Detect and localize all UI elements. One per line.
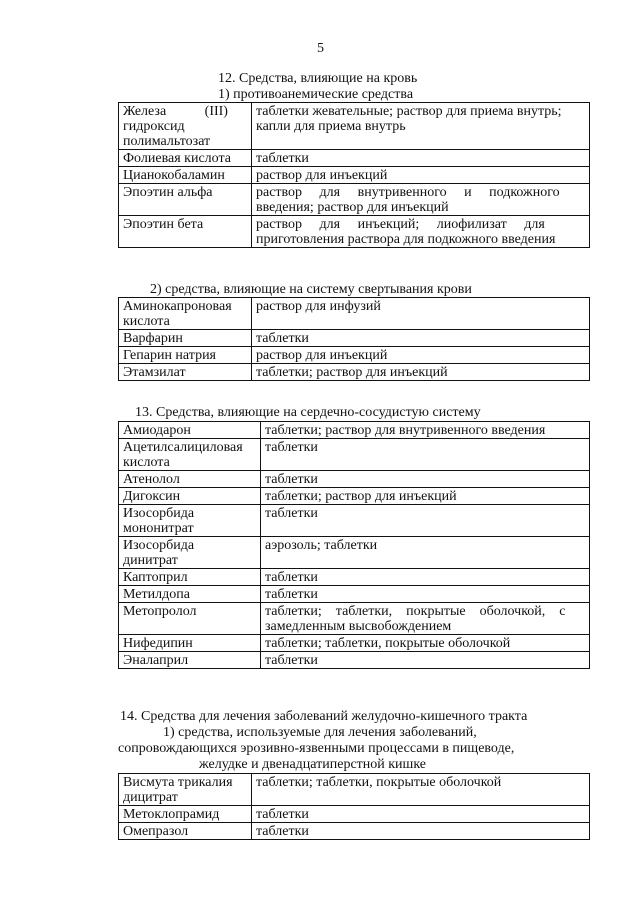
dosage-form-line: таблетки: [256, 824, 309, 839]
drug-name-cell: [119, 806, 252, 823]
table-row: [119, 330, 590, 347]
drug-name-line: кислота: [123, 455, 170, 470]
dosage-form-cell: [261, 422, 590, 439]
table-row: [119, 439, 590, 471]
drug-name-cell: [119, 586, 261, 603]
dosage-form-line: таблетки; таблетки, покрытые оболочкой, с: [265, 604, 566, 619]
dosage-form-line: введения; раствор для инъекций: [256, 200, 449, 215]
dosage-form-cell: [252, 184, 590, 216]
section-12-subtitle-2: 2) средства, влияющие на систему свертывания крови: [150, 282, 472, 297]
drug-name-cell: [119, 216, 252, 248]
drug-name-line: Фолиевая кислота: [123, 151, 231, 166]
drug-name-cell: [119, 330, 252, 347]
table-row: [119, 603, 590, 635]
dosage-form-line: раствор для инъекций: [256, 348, 388, 363]
drug-name-line: Ацетилсалициловая: [123, 440, 243, 455]
dosage-form-cell: [261, 569, 590, 586]
drug-name-line: мононитрат: [123, 521, 194, 536]
drug-name-line: гидроксид: [123, 119, 185, 134]
drug-name-line: Эпоэтин бета: [123, 217, 204, 232]
dosage-form-cell: [261, 652, 590, 669]
dosage-form-cell: [261, 586, 590, 603]
table-row: [119, 216, 590, 248]
dosage-form-line: замедленным высвобождением: [265, 619, 452, 634]
drug-name-line: Омепразол: [123, 824, 189, 839]
dosage-form-line: таблетки; таблетки, покрытые оболочкой: [265, 636, 511, 651]
dosage-form-cell: [252, 216, 590, 248]
table-row: [119, 652, 590, 669]
drug-name-line: Метопролол: [123, 604, 197, 619]
table-row: [119, 586, 590, 603]
drug-name-line: Амиодарон: [123, 423, 191, 438]
dosage-form-line: таблетки; таблетки, покрытые оболочкой: [256, 775, 502, 790]
dosage-form-line: капли для приема внутрь: [256, 119, 406, 134]
dosage-form-cell: [261, 635, 590, 652]
dosage-form-cell: [261, 439, 590, 471]
drug-name-line: полимальтозат: [123, 134, 211, 149]
drug-name-line: динитрат: [123, 553, 178, 568]
table-row: [119, 422, 590, 439]
dosage-form-cell: [261, 505, 590, 537]
dosage-form-cell: [252, 103, 590, 150]
drug-name-cell: [119, 298, 252, 330]
dosage-form-line: таблетки: [256, 807, 309, 822]
table-row: [119, 184, 590, 216]
drug-name-cell: [119, 537, 261, 569]
dosage-form-line: таблетки жевательные; раствор для приема внутрь;: [256, 104, 562, 119]
dosage-form-cell: [252, 150, 590, 167]
section-12-title: 12. Средства, влияющие на кровь: [218, 71, 418, 86]
table-cardiovascular: [118, 421, 590, 669]
dosage-form-line: таблетки: [256, 331, 309, 346]
section-14-subtitle-line-2: сопровождающихся эрозивно-язвенными процессами в пищеводе,: [118, 741, 515, 756]
table-row: [119, 774, 590, 806]
table-row: [119, 364, 590, 381]
dosage-form-line: аэрозоль; таблетки: [265, 538, 378, 553]
drug-name-line: Цианокобаламин: [123, 168, 225, 183]
dosage-form-line: таблетки: [265, 653, 318, 668]
dosage-form-line: таблетки; раствор для инъекций: [265, 489, 457, 504]
table-antianemic: [118, 102, 590, 248]
dosage-form-cell: [261, 471, 590, 488]
table-row: [119, 150, 590, 167]
drug-name-cell: [119, 505, 261, 537]
drug-name-line: Железа (III): [123, 104, 228, 119]
table-row: [119, 347, 590, 364]
section-14-subtitle-line-1: 1) средства, используемые для лечения заболеваний,: [163, 725, 477, 740]
drug-name-cell: [119, 347, 252, 364]
table-row: [119, 505, 590, 537]
dosage-form-line: таблетки: [256, 151, 309, 166]
dosage-form-line: таблетки: [265, 472, 318, 487]
dosage-form-cell: [252, 806, 590, 823]
dosage-form-cell: [252, 298, 590, 330]
dosage-form-cell: [252, 774, 590, 806]
dosage-form-line: таблетки: [265, 440, 318, 455]
drug-name-cell: [119, 774, 252, 806]
table-row: [119, 471, 590, 488]
table-row: [119, 569, 590, 586]
dosage-form-line: раствор для инъекций; лиофилизат для: [256, 217, 545, 232]
drug-name-line: Нифедипин: [123, 636, 193, 651]
dosage-form-line: раствор для инъекций: [256, 168, 388, 183]
drug-name-cell: [119, 652, 261, 669]
dosage-form-cell: [252, 364, 590, 381]
dosage-form-line: таблетки: [265, 570, 318, 585]
table-row: [119, 298, 590, 330]
drug-name-cell: [119, 823, 252, 840]
drug-name-cell: [119, 150, 252, 167]
dosage-form-cell: [252, 330, 590, 347]
dosage-form-line: приготовления раствора для подкожного введения: [256, 232, 556, 247]
table-row: [119, 806, 590, 823]
table-row: [119, 635, 590, 652]
table-coagulation: [118, 297, 590, 381]
page-number: 5: [317, 41, 324, 56]
dosage-form-cell: [252, 167, 590, 184]
drug-name-line: Изосорбида: [123, 538, 195, 553]
table-row: [119, 167, 590, 184]
drug-name-line: Этамзилат: [123, 365, 186, 380]
dosage-form-line: раствор для внутривенного и подкожного: [256, 185, 560, 200]
section-14-subtitle-line-3: желудке и двенадцатиперстной кишке: [199, 757, 427, 772]
drug-name-cell: [119, 471, 261, 488]
drug-name-line: Метоклопрамид: [123, 807, 220, 822]
drug-name-line: Висмута трикалия: [123, 775, 233, 790]
drug-name-cell: [119, 167, 252, 184]
drug-name-cell: [119, 603, 261, 635]
drug-name-cell: [119, 364, 252, 381]
table-row: [119, 537, 590, 569]
table-gastrointestinal: [118, 773, 590, 840]
dosage-form-line: таблетки; раствор для инъекций: [256, 365, 448, 380]
drug-name-line: кислота: [123, 314, 170, 329]
table-row: [119, 823, 590, 840]
section-14-title: 14. Средства для лечения заболеваний желудочно-кишечного тракта: [120, 709, 528, 724]
dosage-form-line: раствор для инфузий: [256, 299, 381, 314]
section-13-title: 13. Средства, влияющие на сердечно-сосудистую систему: [135, 405, 481, 420]
drug-name-line: Дигоксин: [123, 489, 181, 504]
drug-name-line: дицитрат: [123, 790, 178, 805]
drug-name-line: Метилдопа: [123, 587, 190, 602]
drug-name-cell: [119, 184, 252, 216]
drug-name-cell: [119, 488, 261, 505]
drug-name-line: Каптоприл: [123, 570, 188, 585]
drug-name-line: Эпоэтин альфа: [123, 185, 213, 200]
dosage-form-line: таблетки: [265, 506, 318, 521]
drug-name-line: Эналаприл: [123, 653, 189, 668]
dosage-form-line: таблетки: [265, 587, 318, 602]
dosage-form-line: таблетки; раствор для внутривенного введения: [265, 423, 546, 438]
drug-name-line: Аминокапроновая: [123, 299, 232, 314]
drug-name-line: Варфарин: [123, 331, 183, 346]
section-12-subtitle-1: 1) противоанемические средства: [218, 87, 414, 102]
dosage-form-cell: [261, 603, 590, 635]
dosage-form-cell: [261, 488, 590, 505]
drug-name-cell: [119, 422, 261, 439]
drug-name-line: Атенолол: [123, 472, 180, 487]
drug-name-cell: [119, 569, 261, 586]
drug-name-cell: [119, 439, 261, 471]
dosage-form-cell: [252, 823, 590, 840]
table-row: [119, 103, 590, 150]
drug-name-line: Гепарин натрия: [123, 348, 216, 363]
drug-name-cell: [119, 635, 261, 652]
dosage-form-cell: [261, 537, 590, 569]
drug-name-line: Изосорбида: [123, 506, 195, 521]
drug-name-cell: [119, 103, 252, 150]
table-row: [119, 488, 590, 505]
dosage-form-cell: [252, 347, 590, 364]
